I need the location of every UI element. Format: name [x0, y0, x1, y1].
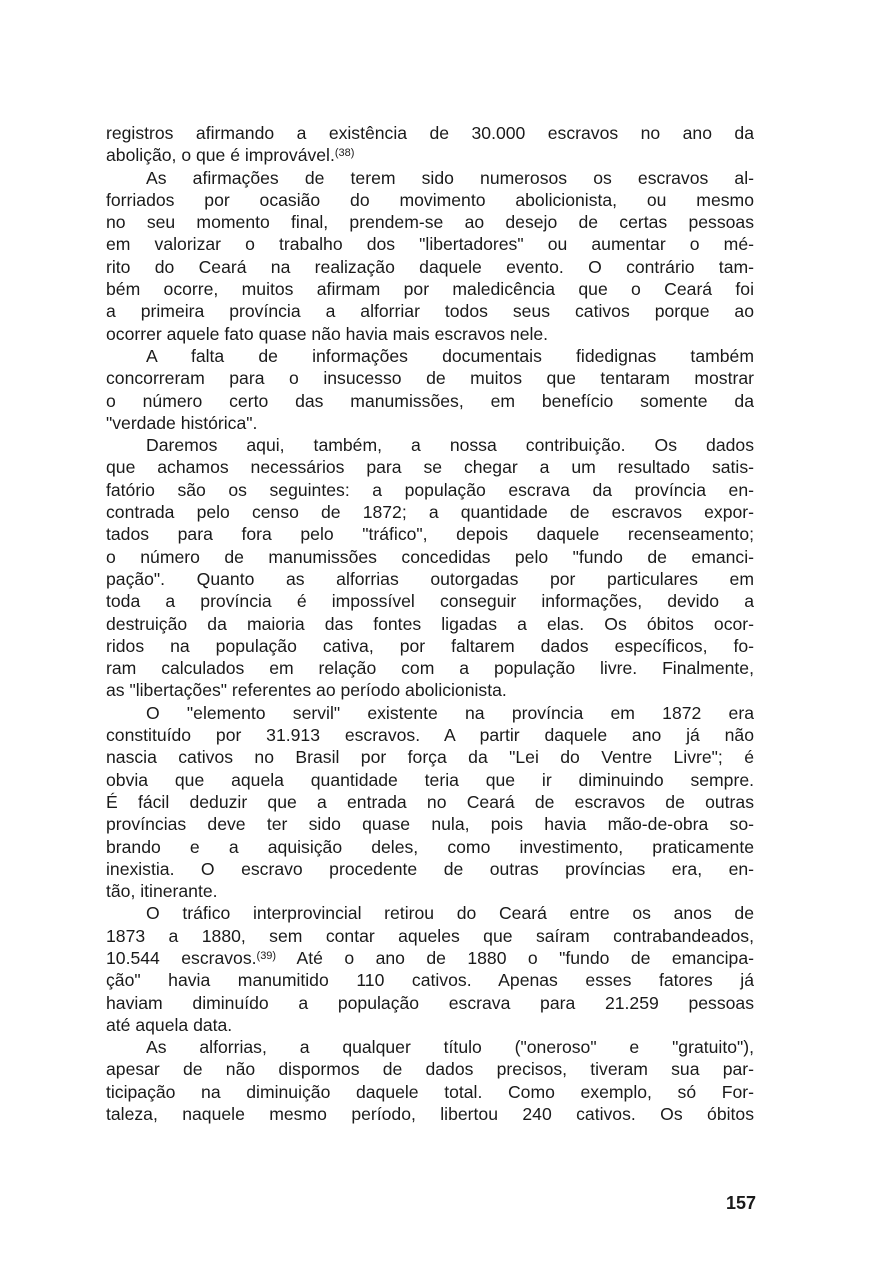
footnote-reference: (38)	[334, 147, 355, 160]
text-line	[106, 1058, 754, 1080]
text-line-content: bém ocorre, muitos afirmam por maledicência que o Ceará foi	[106, 279, 754, 300]
text-line	[106, 122, 754, 144]
text-line	[106, 167, 754, 189]
text-line	[106, 880, 754, 902]
text-line-content: a primeira província a alforriar todos seus cativos porque ao	[106, 301, 754, 322]
text-line	[106, 947, 754, 969]
footnote-reference: (39)	[256, 949, 277, 962]
text-line	[106, 256, 754, 278]
text-line	[106, 211, 754, 233]
text-line	[106, 858, 754, 880]
text-line	[106, 902, 754, 924]
text-line-content: nascia cativos no Brasil por força da "Lei do Ventre Livre"; é	[106, 747, 754, 768]
text-line	[106, 1014, 754, 1036]
text-line	[106, 679, 754, 701]
text-line-content: fatório são os seguintes: a população escrava da província en-	[106, 479, 754, 500]
text-line-content: haviam diminuído a população escrava para 21.259 pessoas	[106, 992, 754, 1013]
text-line-content: pação". Quanto as alforrias outorgadas por particulares em	[106, 568, 754, 589]
text-line-content: concorreram para o insucesso de muitos que tentaram mostrar	[106, 368, 754, 389]
text-line-content: taleza, naquele mesmo período, libertou 240 cativos. Os óbitos	[106, 1104, 754, 1125]
text-line-content: destruição da maioria das fontes ligadas a elas. Os óbitos ocor-	[106, 613, 754, 634]
text-line	[106, 412, 754, 434]
text-line-content: forriados por ocasião do movimento abolicionista, ou mesmo	[106, 189, 754, 210]
text-line	[106, 1081, 754, 1103]
text-line-content: É fácil deduzir que a entrada no Ceará de escravos de outras	[106, 791, 754, 812]
text-line	[106, 233, 754, 255]
text-line-content: registros afirmando a existência de 30.000 escravos no ano da	[106, 123, 754, 143]
page-number: 157	[725, 1193, 756, 1213]
text-line-content: contrada pelo censo de 1872; a quantidade de escravos expor-	[106, 502, 754, 523]
text-line	[106, 992, 754, 1014]
text-line	[106, 189, 754, 211]
text-line-content: toda a província é impossível conseguir informações, devido a	[106, 591, 754, 612]
text-line	[106, 434, 754, 456]
text-line	[106, 635, 754, 657]
text-line	[106, 390, 754, 412]
text-line-content: que achamos necessários para se chegar a um resultado satis-	[106, 457, 754, 478]
text-line-content: O "elemento servil" existente na província em 1872 era	[146, 702, 754, 723]
text-line	[106, 813, 754, 835]
text-line	[106, 836, 754, 858]
text-line	[106, 657, 754, 679]
text-line	[106, 456, 754, 478]
text-line	[106, 323, 754, 345]
text-line-content: províncias deve ter sido quase nula, pois havia mão-de-obra so-	[106, 814, 754, 835]
text-line	[106, 969, 754, 991]
text-line-content: em valorizar o trabalho dos "libertadores" ou aumentar o mé-	[106, 234, 754, 255]
text-line-content: 1873 a 1880, sem contar aqueles que saíram contrabandeados,	[106, 925, 754, 946]
text-line	[106, 523, 754, 545]
text-line-content: abolição, o que é improvável.	[106, 145, 335, 166]
text-line-content: ção" havia manumitido 110 cativos. Apenas esses fatores já	[106, 970, 754, 991]
text-line-content: o número de manumissões concedidas pelo "fundo de emanci-	[106, 546, 754, 567]
text-line-content: ram calculados em relação com a população livre. Finalmente,	[106, 658, 754, 679]
text-line-content: o número certo das manumissões, em benefício somente da	[106, 390, 754, 411]
text-line	[106, 278, 754, 300]
text-line-content: constituído por 31.913 escravos. A partir daquele ano já não	[106, 725, 754, 746]
text-line-content: 10.544 escravos.	[106, 947, 257, 968]
text-line-content: rito do Ceará na realização daquele evento. O contrário tam-	[106, 256, 754, 277]
text-line-content: no seu momento final, prendem-se ao desejo de certas pessoas	[106, 212, 754, 233]
text-line-content: O tráfico interprovincial retirou do Ceará entre os anos de	[146, 903, 754, 924]
body-text	[106, 122, 754, 1125]
text-line	[106, 613, 754, 635]
text-line-content: tados para fora pelo "tráfico", depois daquele recenseamento;	[106, 524, 754, 545]
text-line	[106, 590, 754, 612]
text-line	[106, 345, 754, 367]
text-line-content: As alforrias, a qualquer título ("oneroso" e "gratuito"),	[146, 1037, 754, 1058]
text-line	[106, 724, 754, 746]
text-line-content: ridos na população cativa, por faltarem dados específicos, fo-	[106, 635, 754, 656]
text-line	[106, 568, 754, 590]
text-line-content: A falta de informações documentais fidedignas também	[146, 345, 754, 366]
text-line	[106, 479, 754, 501]
text-line-content: inexistia. O escravo procedente de outras províncias era, en-	[106, 858, 754, 879]
text-line-content: ocorrer aquele fato quase não havia mais escravos nele.	[106, 323, 549, 344]
text-line	[106, 746, 754, 768]
text-line	[106, 702, 754, 724]
text-line	[106, 367, 754, 389]
text-line-content: Daremos aqui, também, a nossa contribuição. Os dados	[146, 435, 754, 456]
text-line	[106, 144, 754, 166]
text-line-content: apesar de não dispormos de dados precisos, tiveram sua par-	[106, 1059, 754, 1080]
text-line	[106, 501, 754, 523]
text-line	[106, 791, 754, 813]
text-line	[106, 1036, 754, 1058]
text-line-content: tão, itinerante.	[106, 881, 218, 902]
text-line-content: até aquela data.	[106, 1014, 233, 1035]
text-line-content: as "libertações" referentes ao período abolicionista.	[106, 680, 507, 701]
text-line-content: "verdade histórica".	[106, 412, 258, 433]
text-line-content: brando e a aquisição deles, como investimento, praticamente	[106, 836, 754, 857]
text-line	[106, 300, 754, 322]
text-line	[106, 769, 754, 791]
text-line-content: ticipação na diminuição daquele total. Como exemplo, só For-	[106, 1081, 754, 1102]
text-line	[106, 546, 754, 568]
text-line-content: obvia que aquela quantidade teria que ir diminuindo sempre.	[106, 769, 754, 790]
text-line	[106, 1103, 754, 1125]
text-line-continuation: Até o ano de 1880 o "fundo de emancipa-	[276, 947, 754, 968]
text-line-content: As afirmações de terem sido numerosos os escravos al-	[146, 167, 754, 188]
text-line	[106, 925, 754, 947]
